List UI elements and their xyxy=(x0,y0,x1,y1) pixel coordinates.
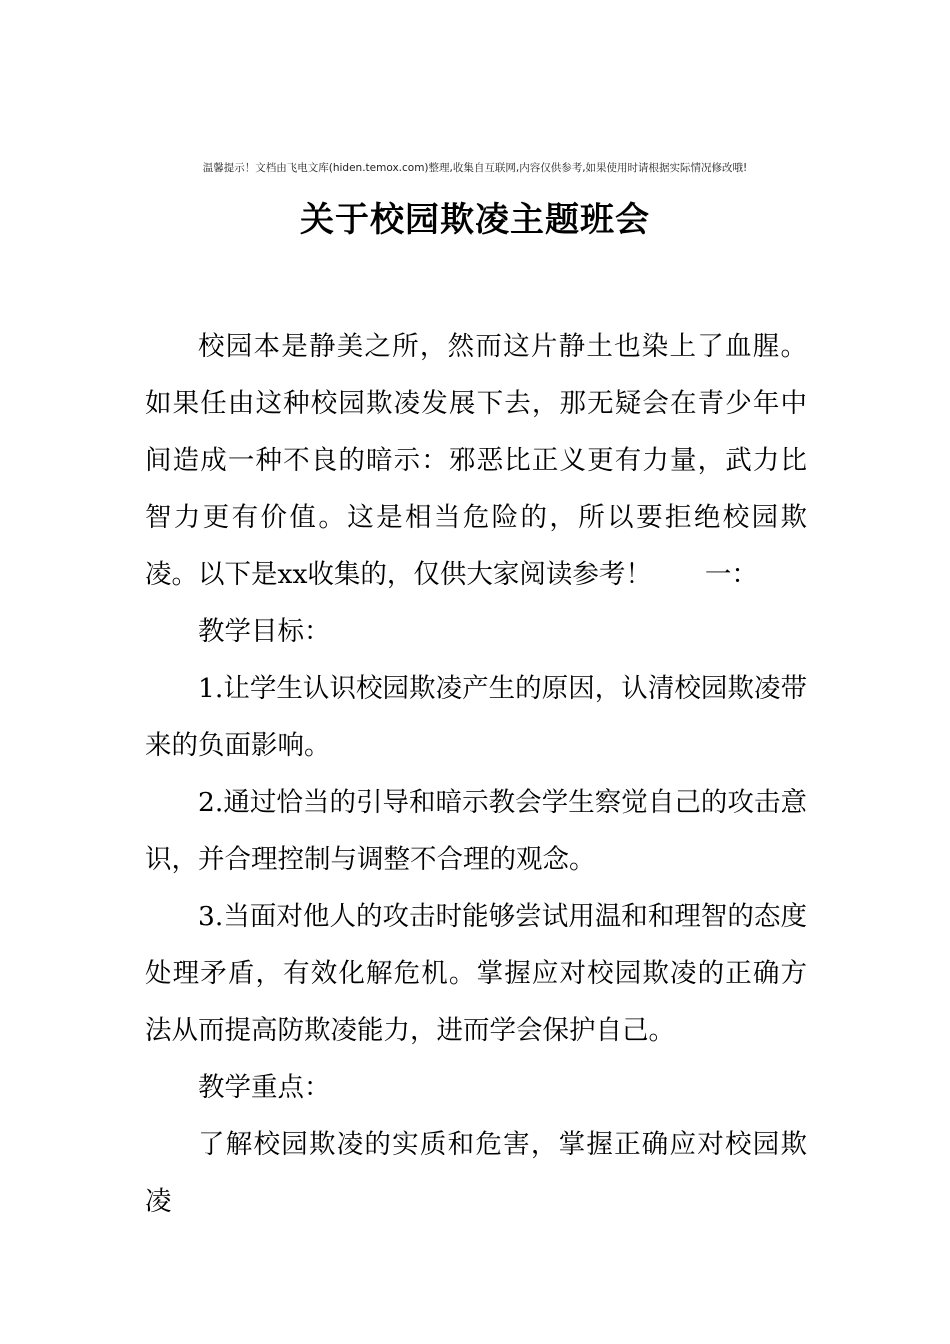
header-notice: 温馨提示！文档由飞电文库(hiden.temox.com)整理,收集自互联网,内容仅供参考,如果使用时请根据实际情况修改哦! xyxy=(202,162,748,174)
document-title: 关于校园欺凌主题班会 xyxy=(300,200,650,240)
teaching-goals-heading: 教学目标： xyxy=(198,616,331,647)
intro-paragraph: 校园本是静美之所，然而这片静土也染上了血腥。如果任由这种校园欺凌发展下去，那无疑会在青少年中间造成一种不良的暗示：邪恶比正义更有力量，武力比智力更有价值。这是相当危险的，所以要拒绝校园欺凌。以下是xx收集的，仅供大家阅读参考！ 一： xyxy=(145,331,807,590)
document-body xyxy=(145,318,807,1230)
goal-item-3: 3.当面对他人的攻击时能够尝试用温和和理智的态度处理矛盾，有效化解危机。掌握应对校园欺凌的正确方法从而提高防欺凌能力，进而学会保护自己。 xyxy=(145,901,807,1046)
goal-item-1: 1.让学生认识校园欺凌产生的原因，认清校园欺凌带来的负面影响。 xyxy=(145,673,807,761)
teaching-focus-heading: 教学重点： xyxy=(198,1072,331,1103)
teaching-focus-paragraph: 了解校园欺凌的实质和危害，掌握正确应对校园欺凌 xyxy=(145,1129,807,1217)
goal-item-2: 2.通过恰当的引导和暗示教会学生察觉自己的攻击意识，并合理控制与调整不合理的观念。 xyxy=(145,787,807,875)
